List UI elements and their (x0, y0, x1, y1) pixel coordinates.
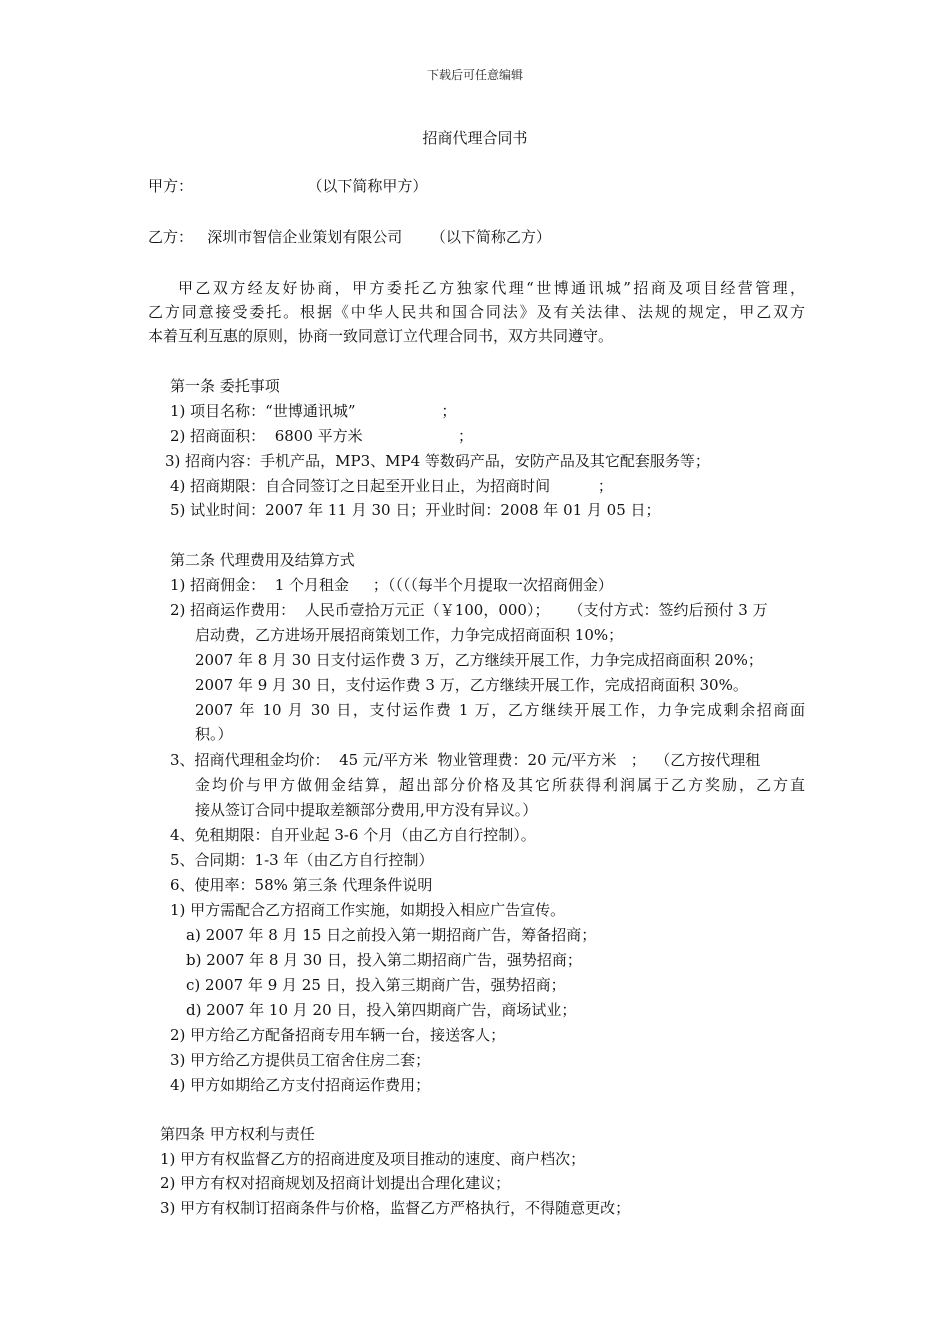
article-3-subitem: b) 2007 年 8 月 30 日，投入第二期招商广告，强势招商； (186, 951, 582, 969)
intro-line-3: 本着互利互惠的原则，协商一致同意订立代理合同书，双方共同遵守。 (148, 327, 614, 345)
article-2-item-5: 5、合同期：1-3 年（由乙方自行控制） (170, 851, 434, 869)
article-4-heading: 第四条 甲方权利与责任 (160, 1125, 315, 1143)
page-title: 招商代理合同书 (422, 129, 528, 147)
article-2-item-6: 6、使用率：58% 第三条 代理条件说明 (170, 876, 433, 894)
article-4-item: 1) 甲方有权监督乙方的招商进度及项目推动的速度、商户档次； (160, 1150, 586, 1168)
article-1-item: 5) 试业时间：2007 年 11 月 30 日；开业时间：2008 年 01 月 05 日； (170, 501, 661, 519)
intro-line-2: 乙方同意接受委托。根据《中华人民共和国合同法》及有关法律、法规的规定，甲乙双方 (148, 303, 805, 321)
article-2-item-2-cont: 积。） (195, 725, 233, 743)
article-3-item-2: 2) 甲方给乙方配备招商专用车辆一台，接送客人； (170, 1026, 506, 1044)
article-1-item: 3) 招商内容：手机产品，MP3、MP4 等数码产品，安防产品及其它配套服务等； (165, 452, 710, 470)
article-1-heading: 第一条 委托事项 (170, 377, 280, 395)
article-1-item: 2) 招商面积： 6800 平方米 ； (170, 427, 474, 445)
article-2-item-2-cont: 2007 年 8 月 30 日支付运作费 3 万，乙方继续开展工作，力争完成招商面积 20%； (195, 651, 763, 669)
download-note: 下载后可任意编辑 (426, 68, 523, 82)
article-1-item: 1) 项目名称：“世博通讯城” ； (170, 402, 457, 420)
article-2-item-4: 4、免租期限：自开业起 3-6 个月（由乙方自行控制）。 (170, 826, 536, 844)
party-a-line: 甲方： （以下简称甲方） (148, 177, 428, 195)
article-2-item-2-cont: 2007 年 9 月 30 日，支付运作费 3 万，乙方继续开展工作，完成招商面积 30%。 (195, 676, 748, 694)
party-b-line: 乙方： 深圳市智信企业策划有限公司 （以下简称乙方） (148, 228, 551, 246)
article-3-subitem: d) 2007 年 10 月 20 日，投入第四期商广告，商场试业； (186, 1001, 577, 1019)
intro-line-1: 甲乙双方经友好协商，甲方委托乙方独家代理“世博通讯城”招商及项目经营管理， (178, 279, 805, 297)
article-4-item: 3) 甲方有权制订招商条件与价格，监督乙方严格执行，不得随意更改； (160, 1199, 631, 1217)
article-2-item-3-cont: 接从签订合同中提取差额部分费用,甲方没有异议。） (195, 801, 538, 819)
article-2-item-3: 3、招商代理租金均价： 45 元/平方米 物业管理费：20 元/平方米 ； （乙方按代理租 (170, 751, 761, 769)
article-3-subitem: c) 2007 年 9 月 25 日，投入第三期商广告，强势招商； (186, 976, 566, 994)
article-3-item-3: 3) 甲方给乙方提供员工宿舍住房二套； (170, 1051, 431, 1069)
article-2-item-2: 2) 招商运作费用： 人民币壹拾万元正（￥100，000）； （支付方式：签约后预付 3 万 (170, 601, 768, 619)
article-3-item-1: 1) 甲方需配合乙方招商工作实施，如期投入相应广告宣传。 (170, 901, 566, 919)
article-2-item-1: 1) 招商佣金： 1 个月租金 ；（（（（每半个月提取一次招商佣金） (170, 576, 613, 594)
article-2-item-2-cont: 启动费，乙方进场开展招商策划工作，力争完成招商面积 10%； (195, 626, 624, 644)
article-3-subitem: a) 2007 年 8 月 15 日之前投入第一期招商广告，筹备招商； (186, 926, 597, 944)
article-2-item-3-cont: 金均价与甲方做佣金结算，超出部分价格及其它所获得利润属于乙方奖励，乙方直 (195, 776, 805, 794)
article-2-heading: 第二条 代理费用及结算方式 (170, 551, 355, 569)
article-3-item-4: 4) 甲方如期给乙方支付招商运作费用； (170, 1076, 431, 1094)
article-2-item-2-cont: 2007 年 10 月 30 日，支付运作费 1 万，乙方继续开展工作，力争完成剩余招商面 (195, 701, 805, 719)
article-4-item: 2) 甲方有权对招商规划及招商计划提出合理化建议； (160, 1174, 511, 1192)
article-1-item: 4) 招商期限：自合同签订之日起至开业日止，为招商时间 ； (170, 477, 613, 495)
